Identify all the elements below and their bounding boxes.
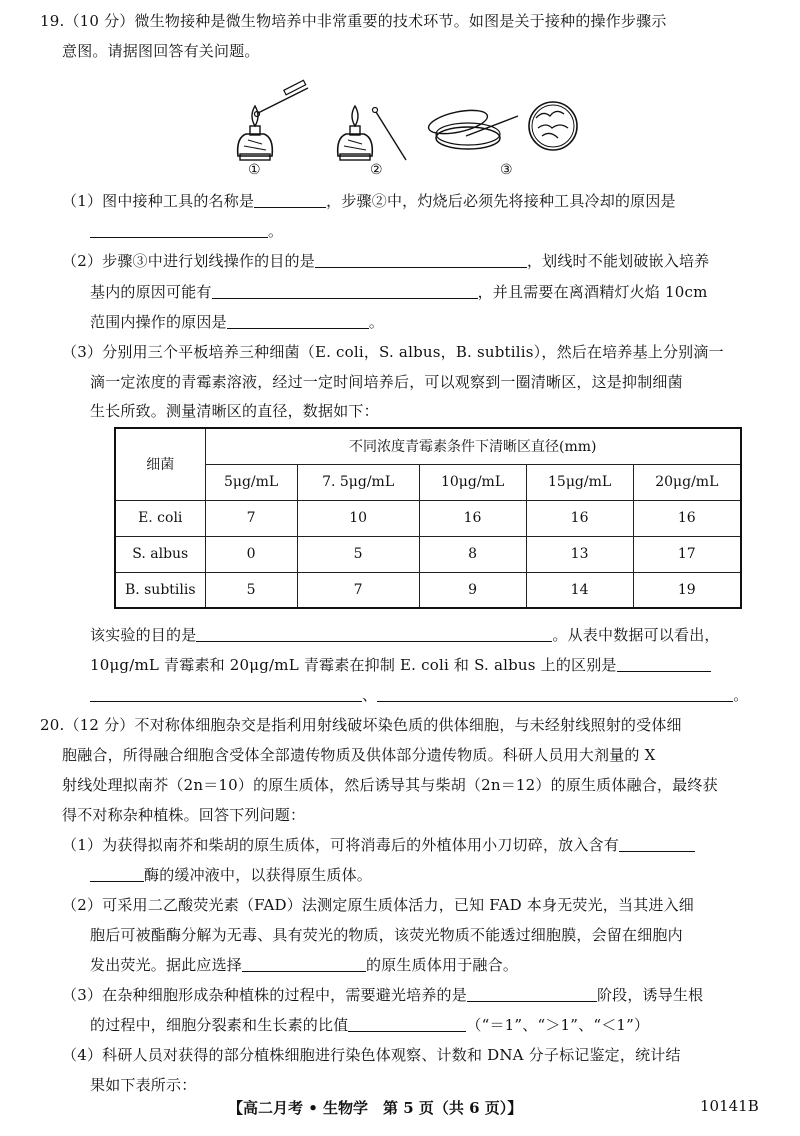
q19-part1-line2 <box>90 220 283 242</box>
q20-part3-text-b: 阶段，诱导生根 <box>596 986 704 1004</box>
table-row <box>115 572 741 608</box>
q20-part1-line1 <box>62 834 695 856</box>
table-cell: 13 <box>526 536 633 572</box>
answer-blank-tool-name[interactable] <box>254 192 326 208</box>
q19-part2-text-d: ，并且需要在离酒精灯火焰 10cm <box>477 283 708 301</box>
q19-part3-line1: （3）分别用三个平板培养三种细菌（E. coli，S. albus，B. subtilis），然后在培养基上分别滴一 <box>62 343 724 361</box>
q19-part2-line1 <box>62 250 709 272</box>
q20-part3-line1 <box>62 984 703 1006</box>
table-column-header-row <box>115 464 741 500</box>
table-cell: 5 <box>297 536 419 572</box>
q20-part2-text-d: 的原生质体用于融合。 <box>366 956 519 974</box>
q19-part3-text-g: 、 <box>362 686 378 704</box>
table-column-header: 20μg/mL <box>633 464 741 500</box>
q19-part3-line2: 滴一定浓度的青霉素溶液，经过一定时间培养后，可以观察到一圈清晰区，这是抑制细菌 <box>90 373 683 391</box>
step-1-label: ① <box>248 162 261 178</box>
table-cell: 7 <box>297 572 419 608</box>
inoculating-loop-icon-2 <box>373 108 407 161</box>
q20-part3-text-a: （3）在杂种细胞形成杂种植株的过程中，需要避光培养的是 <box>62 986 467 1004</box>
q19-part1-text-c: 。 <box>268 222 284 240</box>
q19-part2-text-c: 基内的原因可能有 <box>90 283 212 301</box>
table-cell-bacteria: E. coli <box>115 500 205 536</box>
q20-part1-line2 <box>90 864 372 886</box>
q19-stem-line2: 意图。请据图回答有关问题。 <box>62 42 260 60</box>
answer-blank-experiment-purpose[interactable] <box>196 626 552 642</box>
table-row <box>115 536 741 572</box>
q19-part1-text-b: ，步骤②中，灼烧后必须先将接种工具冷却的原因是 <box>326 192 676 210</box>
streak-plate-icon <box>529 102 577 150</box>
page-footer-code: 10141B <box>700 1097 759 1115</box>
table-column-header: 10μg/mL <box>419 464 526 500</box>
answer-blank-difference-1[interactable] <box>617 656 711 672</box>
table-column-header: 7. 5μg/mL <box>297 464 419 500</box>
q19-part2-line3 <box>90 311 384 333</box>
table-cell: 16 <box>633 500 741 536</box>
alcohol-lamp-icon-2 <box>338 106 373 160</box>
q20-part4-line1: （4）科研人员对获得的部分植株细胞进行染色体观察、计数和 DNA 分子标记鉴定，统计结 <box>62 1046 681 1064</box>
q20-part1-text-a: （1）为获得拟南芥和柴胡的原生质体，可将消毒后的外植体用小刀切碎，放入含有 <box>62 836 619 854</box>
answer-blank-dark-stage[interactable] <box>467 986 597 1002</box>
penicillin-clear-zone-table <box>114 427 742 609</box>
q19-part2-line2 <box>90 281 708 303</box>
q19-part2-text-f: 。 <box>368 313 385 331</box>
table-cell: 17 <box>633 536 741 572</box>
table-cell: 5 <box>205 572 297 608</box>
q20-stem-line3: 射线处理拟南芥（2n＝10）的原生质体，然后诱导其与柴胡（2n＝12）的原生质体融合，最终获 <box>62 776 718 794</box>
table-cell: 0 <box>205 536 297 572</box>
q20-part2-line2: 胞后可被酯酶分解为无毒、具有荧光的物质，该荧光物质不能透过细胞膜，会留在细胞内 <box>90 926 683 944</box>
answer-blank-enzyme-1[interactable] <box>619 836 695 852</box>
q20-part3-line2 <box>90 1014 649 1036</box>
answer-blank-no-break-reason[interactable] <box>212 283 478 299</box>
q20-stem-line4: 得不对称杂种植株。回答下列问题： <box>62 806 306 824</box>
table-cell: 10 <box>297 500 419 536</box>
answer-blank-streak-purpose[interactable] <box>315 252 527 268</box>
table-group-header: 不同浓度青霉素条件下清晰区直径(mm) <box>205 428 741 464</box>
q20-part4-line2: 果如下表所示： <box>90 1076 197 1094</box>
answer-blank-difference-2[interactable] <box>90 686 362 702</box>
table-row <box>115 500 741 536</box>
table-cell-bacteria: B. subtilis <box>115 572 205 608</box>
inoculating-loop-icon <box>255 80 309 116</box>
inoculation-steps-figure <box>228 78 588 170</box>
table-cell: 19 <box>633 572 741 608</box>
answer-blank-enzyme-2[interactable] <box>90 866 144 882</box>
page-footer-title: 【高二月考 • 生物学 第 5 页（共 6 页）】 <box>228 1099 523 1117</box>
q20-stem-line2: 胞融合，所得融合细胞含受体全部遗传物质及供体部分遗传物质。科研人员用大剂量的 X <box>62 746 656 764</box>
q19-part1-text-a: （1）图中接种工具的名称是 <box>62 192 255 210</box>
q19-part2-text-a: （2）步骤③中进行划线操作的目的是 <box>62 252 315 270</box>
q19-part3-line6 <box>90 684 748 706</box>
table-row-header: 细菌 <box>115 428 205 500</box>
q20-part1-text-b: 酶的缓冲液中，以获得原生质体。 <box>144 866 373 884</box>
step-3-label: ③ <box>500 162 513 178</box>
answer-blank-protoplast-choice[interactable] <box>242 956 366 972</box>
q19-part3-text-f: 10μg/mL 青霉素和 20μg/mL 青霉素在抑制 E. coli 和 S. albus 上的区别是 <box>90 656 617 674</box>
q19-part3-line5 <box>90 654 711 676</box>
table-cell-bacteria: S. albus <box>115 536 205 572</box>
q19-stem-line1: 19.（10 分）微生物接种是微生物培养中非常重要的技术环节。如图是关于接种的操作步骤示 <box>40 12 667 30</box>
q20-part2-text-c: 发出荧光。据此应选择 <box>90 956 243 974</box>
q19-part2-text-b: ，划线时不能划破嵌入培养 <box>526 252 710 270</box>
answer-blank-hormone-ratio[interactable] <box>348 1016 466 1032</box>
table-cell: 16 <box>526 500 633 536</box>
answer-blank-cooling-reason[interactable] <box>90 222 268 238</box>
table-cell: 9 <box>419 572 526 608</box>
table-cell: 14 <box>526 572 633 608</box>
q19-part3-line3: 生长所致。测量清晰区的直径，数据如下： <box>90 402 379 420</box>
table-cell: 16 <box>419 500 526 536</box>
q20-part3-text-c: 的过程中，细胞分裂素和生长素的比值 <box>90 1016 349 1034</box>
table-column-header: 15μg/mL <box>526 464 633 500</box>
step-2-label: ② <box>370 162 383 178</box>
table-header-row <box>115 428 741 464</box>
q20-part2-line1: （2）可采用二乙酸荧光素（FAD）法测定原生质体活力，已知 FAD 本身无荧光，当其进入细 <box>62 896 695 914</box>
q19-part3-text-e: 。从表中数据可以看出， <box>552 626 720 644</box>
q19-part1-line1 <box>62 190 676 212</box>
q19-part3-text-d: 该实验的目的是 <box>90 626 197 644</box>
q19-part3-line4 <box>90 624 720 646</box>
answer-blank-flame-reason[interactable] <box>227 313 369 329</box>
petri-dish-icon <box>427 106 518 149</box>
answer-blank-difference-3[interactable] <box>377 686 733 702</box>
q20-stem-line1: 20.（12 分）不对称体细胞杂交是指利用射线破坏染色质的供体细胞，与未经射线照射的受体细 <box>40 716 682 734</box>
q20-part3-text-d: （“＝1”、“＞1”、“＜1”） <box>466 1016 650 1034</box>
table-cell: 8 <box>419 536 526 572</box>
q19-part2-text-e: 范围内操作的原因是 <box>90 313 227 331</box>
table-column-header: 5μg/mL <box>205 464 297 500</box>
q19-part3-text-h: 。 <box>733 686 749 704</box>
q20-part2-line3 <box>90 954 518 976</box>
table-cell: 7 <box>205 500 297 536</box>
